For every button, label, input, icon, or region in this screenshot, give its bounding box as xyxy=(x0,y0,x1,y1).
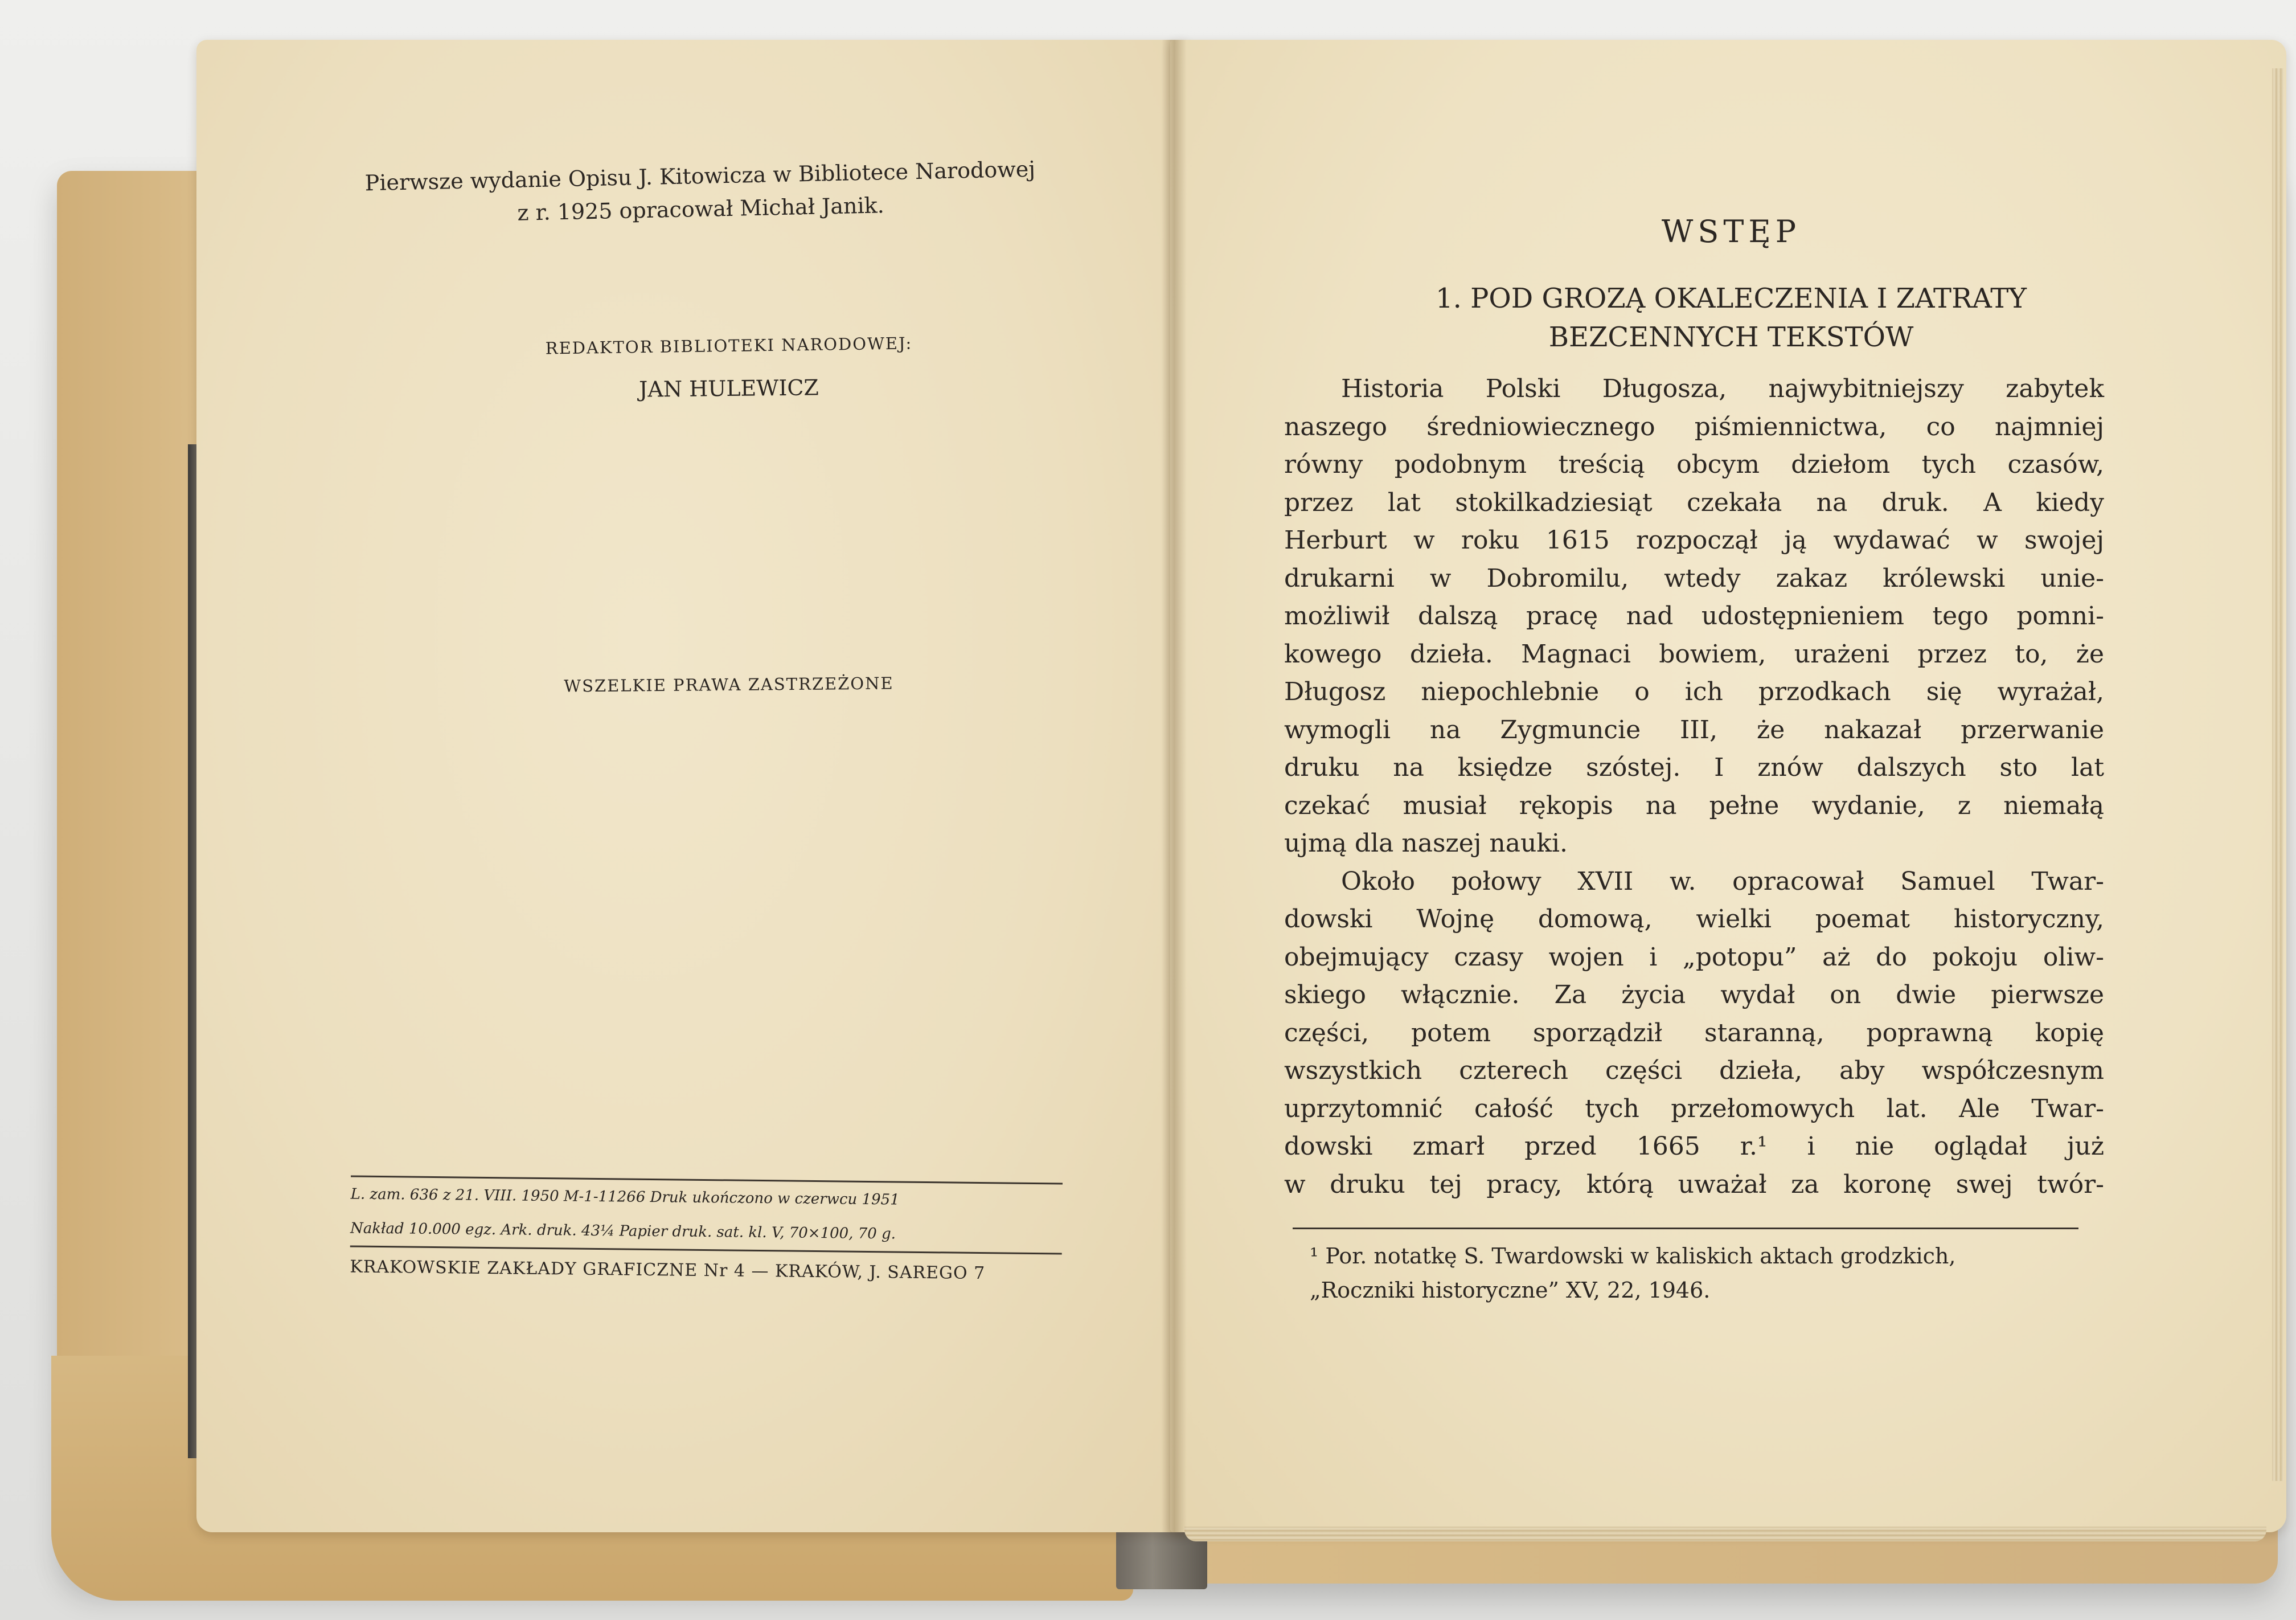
body-line: obejmujący czasy wojen i „potopu” aż do pokoju oliw- xyxy=(1284,942,2104,972)
book-gutter xyxy=(1162,40,1187,1532)
body-line: Historia Polski Długosza, najwybitniejszy zabytek xyxy=(1341,374,2104,403)
body-line: wymogli na Zygmuncie III, że nakazał przerwanie xyxy=(1284,715,2104,744)
bottom-page-edges xyxy=(1184,1527,2266,1541)
footnote-rule xyxy=(1293,1228,2078,1229)
editor-label: REDAKTOR BIBLIOTEKI NARODOWEJ: xyxy=(545,333,913,358)
section-heading-line-2: BEZCENNYCH TEKSTÓW xyxy=(1548,321,1914,353)
chapter-heading: WSTĘP xyxy=(1661,214,1801,249)
body-line: części, potem sporządził staranną, poprawną kopię xyxy=(1284,1018,2104,1048)
body-line: dowski Wojnę domową, wielki poemat historyczny, xyxy=(1284,905,2104,934)
body-line: naszego średniowiecznego piśmiennictwa, co najmniej xyxy=(1284,412,2104,441)
body-line: równy podobnym treścią obcym dziełom tych czasów, xyxy=(1284,450,2104,479)
left-page xyxy=(196,40,1187,1532)
imprint-line-2: z r. 1925 opracował Michał Janik. xyxy=(517,193,885,226)
body-text xyxy=(1284,370,2104,1204)
editor-name: JAN HULEWICZ xyxy=(638,375,819,402)
section-heading xyxy=(1264,279,2198,357)
footnote-line-2: „Roczniki historyczne” XV, 22, 1946. xyxy=(1310,1278,1711,1303)
body-line: możliwił dalszą pracę nad udostępnieniem tego pomni- xyxy=(1284,602,2104,631)
footnote xyxy=(1310,1239,2096,1307)
section-heading-line-1: 1. POD GROZĄ OKALECZENIA I ZATRATY xyxy=(1436,283,2027,314)
body-line: uprzytomnić całość tych przełomowych lat. Ale Twar- xyxy=(1284,1094,2104,1123)
body-line: druku na księdze szóstej. I znów dalszych sto lat xyxy=(1284,753,2104,782)
body-line: Długosz niepochlebnie o ich przodkach się wyrażał, xyxy=(1284,677,2104,706)
rights-notice: WSZELKIE PRAWA ZASTRZEŻONE xyxy=(564,673,894,696)
body-line: dowski zmarł przed 1665 r.¹ i nie oglądał już xyxy=(1284,1132,2104,1161)
body-line: ujmą dla naszej nauki. xyxy=(1284,829,1568,858)
colophon xyxy=(350,1175,1063,1294)
footnote-line-1: ¹ Por. notatkę S. Twardowski w kaliskich aktach grodzkich, xyxy=(1310,1243,1956,1269)
colophon-line-1: L. zam. 636 z 21. VIII. 1950 M-1-11266 Druk ukończono w czerwcu 1951 xyxy=(350,1185,900,1209)
body-line: skiego włącznie. Za życia wydał on dwie pierwsze xyxy=(1284,980,2104,1009)
body-line: Herburt w roku 1615 rozpoczął ją wydawać w swojej xyxy=(1284,526,2104,555)
body-line: wszystkich czterech części dzieła, aby współczesnym xyxy=(1284,1056,2104,1085)
body-line: kowego dzieła. Magnaci bowiem, urażeni przez to, że xyxy=(1284,639,2104,669)
body-line: w druku tej pracy, którą uważał za koronę swej twór- xyxy=(1284,1169,2104,1199)
right-page-edges xyxy=(2272,68,2283,1481)
body-line: czekać musiał rękopis na pełne wydanie, z niemałą xyxy=(1284,791,2104,820)
body-line: przez lat stokilkadziesiąt czekała na druk. A kiedy xyxy=(1284,488,2104,517)
imprint-line-1: Pierwsze wydanie Opisu J. Kitowicza w Bibliotece Narodowej xyxy=(364,156,1036,196)
body-line: drukarni w Dobromilu, wtedy zakaz królewski unie- xyxy=(1284,563,2104,593)
printer-line: KRAKOWSKIE ZAKŁADY GRAFICZNE Nr 4 — KRAKÓW, J. SAREGO 7 xyxy=(350,1257,986,1284)
colophon-line-2: Nakład 10.000 egz. Ark. druk. 43¼ Papier druk. sat. kl. V, 70×100, 70 g. xyxy=(350,1220,896,1243)
body-line: Około połowy XVII w. opracował Samuel Twar- xyxy=(1341,866,2104,896)
